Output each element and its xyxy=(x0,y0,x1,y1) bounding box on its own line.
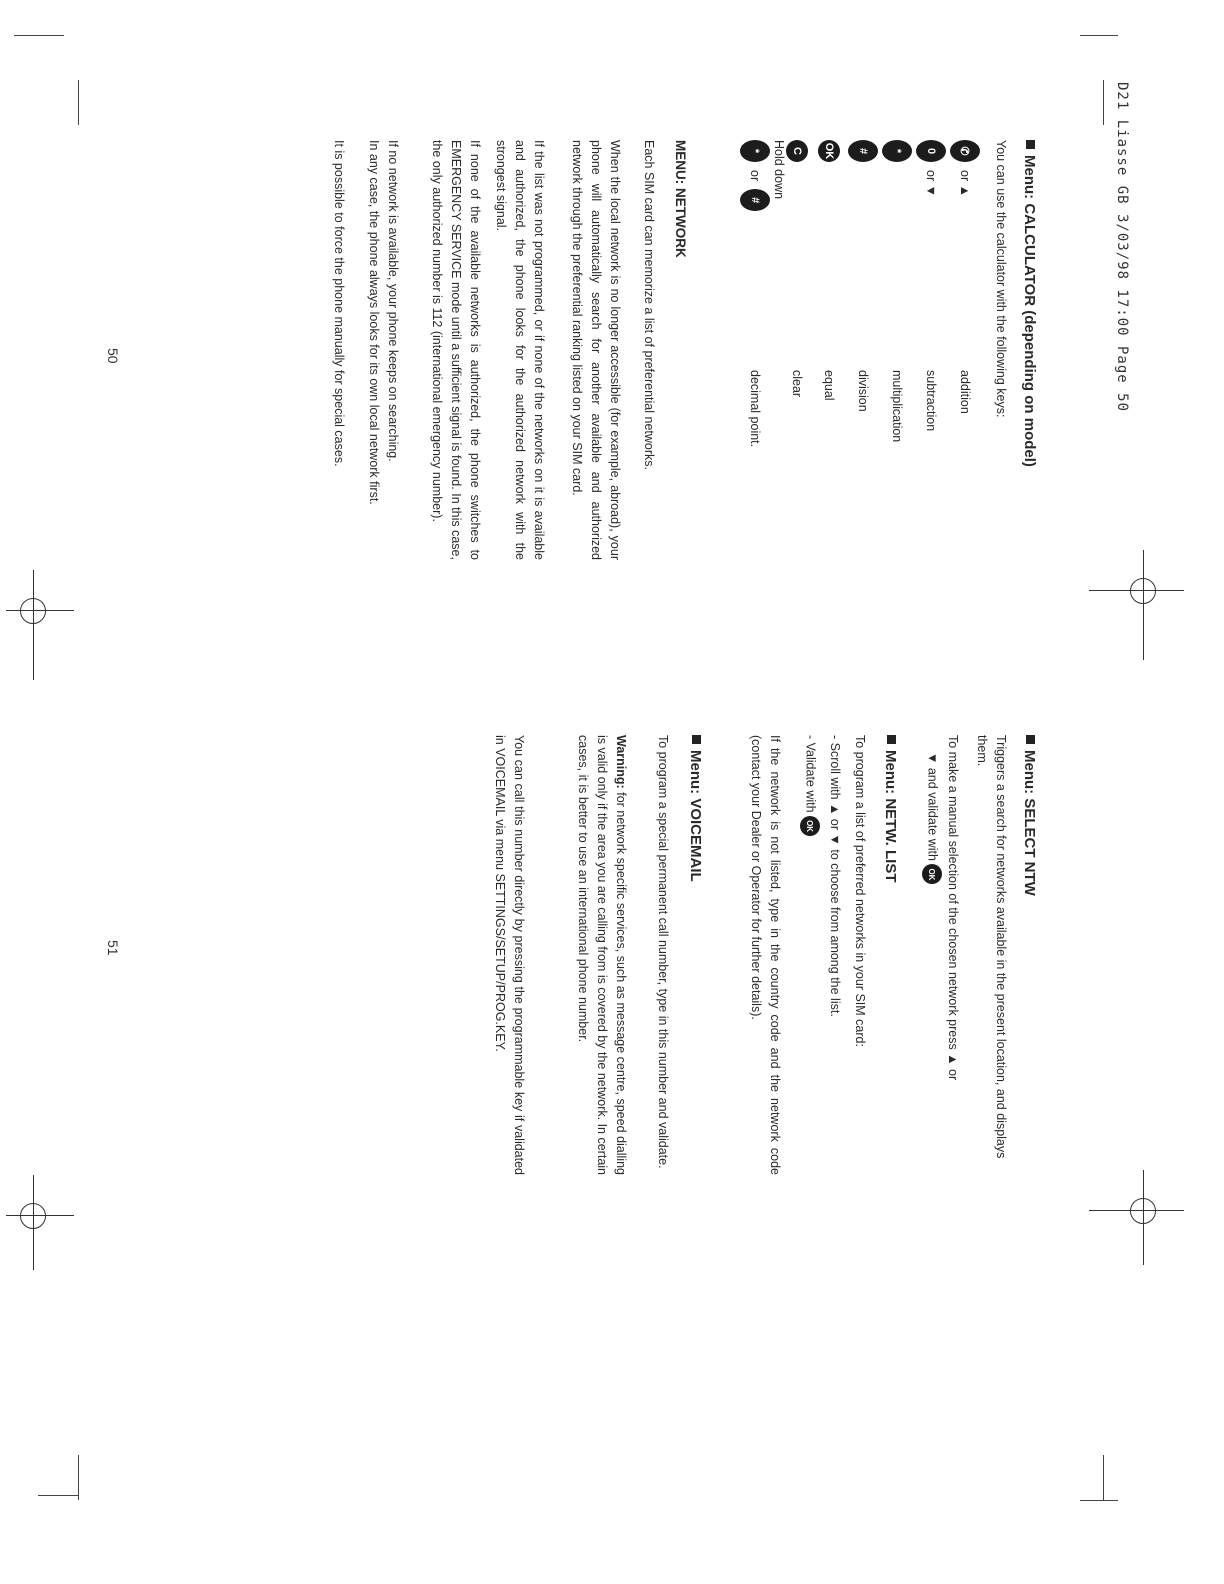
netw-list-title: Menu: NETW. LIST xyxy=(882,735,899,883)
ok-key-icon: OK xyxy=(800,816,820,836)
crop-mark xyxy=(1080,1500,1118,1501)
key-row-multiplication xyxy=(880,140,914,560)
network-p6: It is possible to force the phone manually for special cases. xyxy=(332,140,346,467)
crop-mark xyxy=(1080,35,1118,36)
voicemail-warning: Warning: for network specific services, such as message centre, speed dialling is valid only if the area you are calling from is covered by the network. In certain cases, it is better to use an international phone number. xyxy=(576,735,628,1175)
key-label: multiplication xyxy=(890,370,904,443)
page-number-left: 50 xyxy=(105,348,121,364)
bullet-square-icon xyxy=(1026,735,1035,744)
or-text: or xyxy=(748,170,762,182)
crop-mark xyxy=(78,80,79,125)
network-p5b: In any case, the phone always looks for its own local network first. xyxy=(367,140,381,505)
network-p4: If none of the available networks is authorized, the phone switches to EMERGENCY SERVICE mode until a sufficient signal is found. In this case, the only authorized number is 112 (international emergency number). xyxy=(430,140,482,560)
network-p1: Each SIM card can memorize a list of preferential networks. xyxy=(642,140,656,470)
crop-mark xyxy=(1103,1455,1104,1500)
key-label: equal xyxy=(822,370,836,401)
netw-list-p2: - Scroll with ▲ or ▼ to choose from among the list. xyxy=(828,735,842,1017)
key-row-subtraction xyxy=(914,140,948,560)
key-row-equal xyxy=(812,140,846,560)
key-row-division xyxy=(846,140,880,560)
crop-mark xyxy=(78,1455,79,1500)
key-alt: or ▼ xyxy=(924,170,938,197)
ok-key-icon: OK xyxy=(818,140,840,162)
bullet-square-icon xyxy=(692,735,701,744)
key-label: decimal point. xyxy=(748,370,762,448)
print-slug: D21 Liasse GB 3/03/98 17:00 Page 50 xyxy=(1114,82,1130,413)
network-p2: When the local network is no longer accessible (for example, abroad), your phone will automatically search for another available and authorized network through the preferential ranking listed on your SIM card. xyxy=(570,140,622,560)
network-title: MENU: NETWORK xyxy=(673,140,688,258)
netw-list-p4: If the network is not listed, type in the country code and the network code (contact your Dealer or Operator for further details). xyxy=(749,735,782,1175)
bullet-square-icon xyxy=(1026,140,1035,149)
star-key-icon: * xyxy=(882,140,912,162)
key-label: addition xyxy=(958,370,972,414)
netw-list-p1: To program a list of preferred networks in your SIM card: xyxy=(853,735,867,1047)
key-row-addition xyxy=(948,140,982,560)
network-p3: If the list was not programmed, or if none of the networks on it is available and authorized, the phone looks for the authorized network with the strongest signal. xyxy=(494,140,546,560)
key-label: division xyxy=(856,370,870,412)
clear-key-icon: C xyxy=(786,140,808,162)
voicemail-title: Menu: VOICEMAIL xyxy=(687,735,704,882)
voicemail-p1: To program a special permanent call number, type in this number and validate. xyxy=(656,735,670,1169)
calculator-title: Menu: CALCULATOR (depending on model) xyxy=(1021,140,1038,467)
call-key-icon: ✆ xyxy=(950,140,980,162)
select-ntw-p2a: To make a manual selection of the chosen network press ▲ or xyxy=(946,735,960,1081)
calculator-intro: You can use the calculator with the following keys: xyxy=(994,140,1008,418)
page-number-right: 51 xyxy=(105,940,121,956)
select-ntw-p2b: ▼ and validate with OK xyxy=(922,752,942,1172)
crop-mark xyxy=(38,1495,78,1496)
hash-key-icon: # xyxy=(740,189,770,211)
crop-mark xyxy=(14,35,64,36)
select-ntw-title: Menu: SELECT NTW xyxy=(1021,735,1038,896)
key-row-clear xyxy=(780,140,814,560)
ok-key-icon: OK xyxy=(922,864,942,884)
hash-key-icon: # xyxy=(848,140,878,162)
network-p5a: If no network is available, your phone keeps on searching. xyxy=(386,140,400,462)
key-alt: or ▲ xyxy=(958,170,972,197)
bullet-square-icon xyxy=(887,735,896,744)
key-label: clear xyxy=(790,370,804,398)
hold-down-label: Hold down xyxy=(772,140,786,200)
select-ntw-p1: Triggers a search for networks available in the present location, and displays them. xyxy=(975,735,1008,1159)
key-label: subtraction xyxy=(924,370,938,432)
netw-list-p3: - Validate with OK xyxy=(800,735,820,1175)
zero-key-icon: 0 xyxy=(916,140,946,162)
voicemail-p3: You can call this number directly by pressing the programmable key if validated in VOICEMAIL via menu SETTINGS/SETUP/PROG.KEY. xyxy=(493,735,526,1175)
star-key-icon: * xyxy=(740,140,770,162)
crop-mark xyxy=(1103,80,1104,125)
key-row-decimal-point xyxy=(738,140,772,560)
